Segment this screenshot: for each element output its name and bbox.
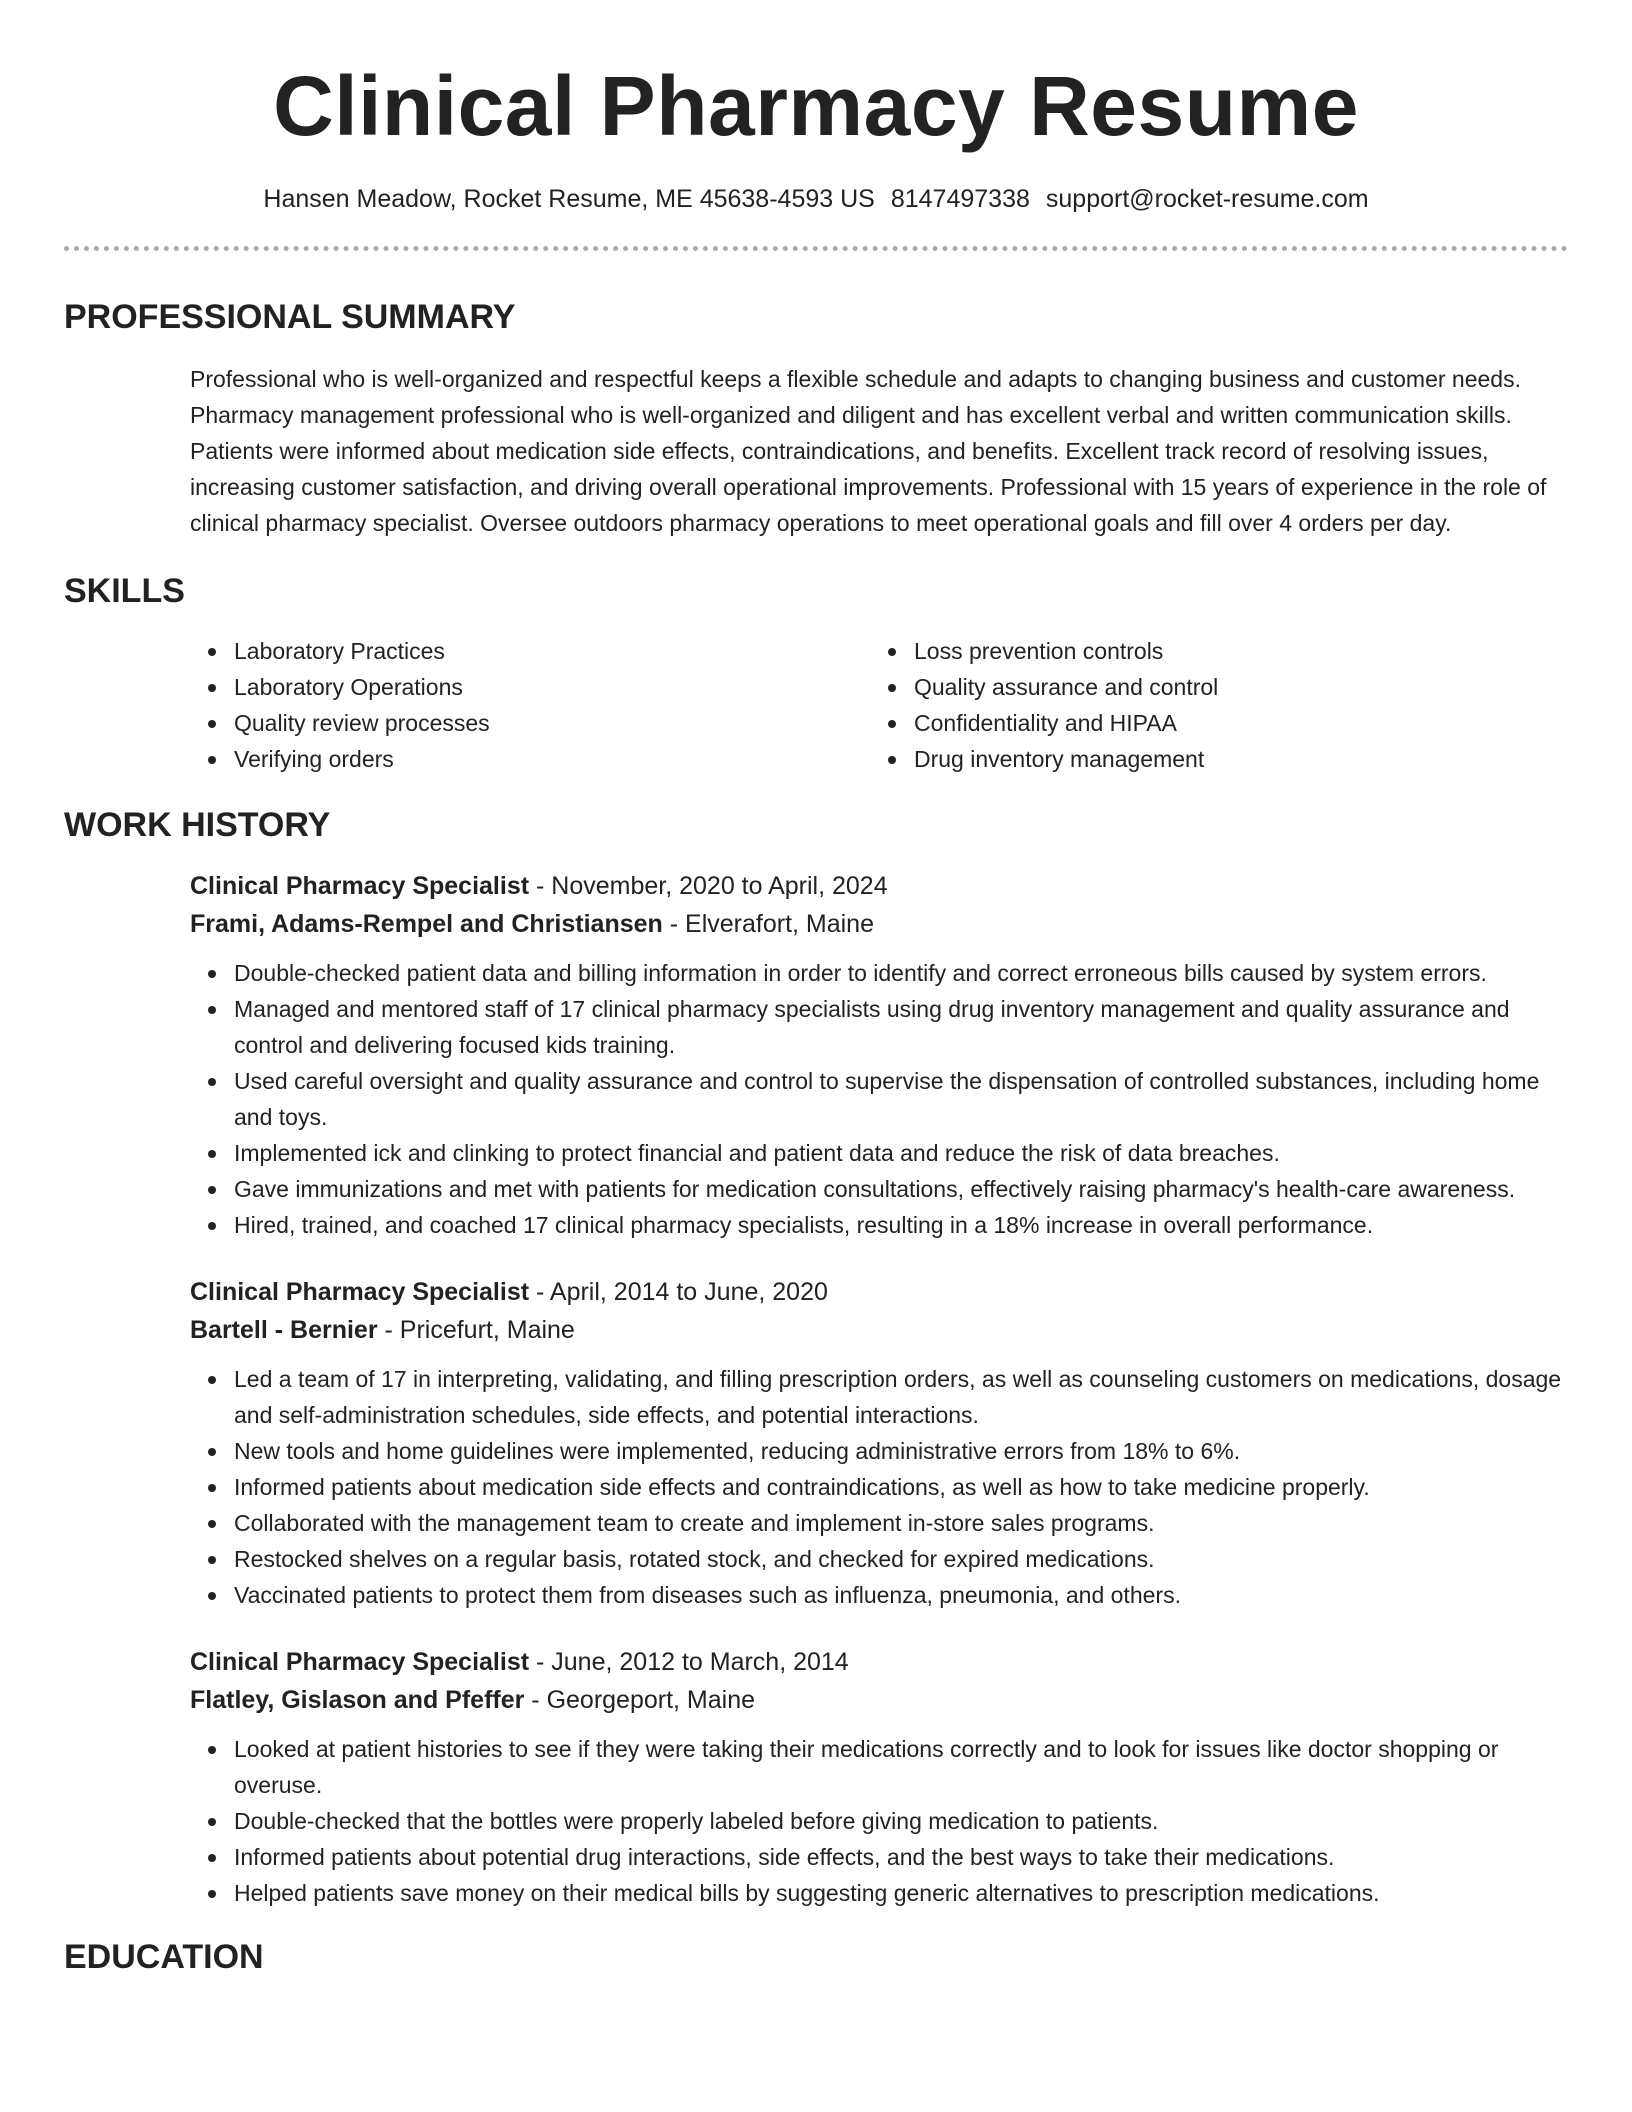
contact-email: support@rocket-resume.com xyxy=(1045,185,1369,213)
contact-line xyxy=(64,182,1568,216)
job-bullet: Vaccinated patients to protect them from diseases such as influenza, pneumonia, and others. xyxy=(234,1577,1568,1613)
job-bullet: Used careful oversight and quality assurance and control to supervise the dispensation of controlled substances, including home and toys. xyxy=(234,1063,1568,1135)
summary-text: Professional who is well-organized and respectful keeps a flexible schedule and adapts to changing business and customer needs. Pharmacy management professional who is well-organized and diligent and has excellent verbal and written communication skills. Patients were informed about medication side effects, contraindications, and benefits. Excellent track record of resolving issues, increasing customer satisfaction, and driving overall operational improvements. Professional with 15 years of experience in the role of clinical pharmacy specialist. Oversee outdoors pharmacy operations to meet operational goals and fill over 4 orders per day. xyxy=(190,366,1547,536)
resume-page xyxy=(64,0,1568,1977)
job-location: - Georgeport, Maine xyxy=(524,1686,756,1714)
education-heading: EDUCATION xyxy=(64,1938,264,1976)
job-dates: - April, 2014 to June, 2020 xyxy=(529,1278,828,1306)
skill-item: Confidentiality and HIPAA xyxy=(914,705,1550,741)
job-title: Clinical Pharmacy Specialist xyxy=(190,1648,530,1676)
job-dates: - June, 2012 to March, 2014 xyxy=(529,1648,849,1676)
job-title-line xyxy=(190,1273,1568,1311)
job-company-line xyxy=(190,1311,1568,1349)
skills-list xyxy=(190,633,1568,777)
job-entry xyxy=(190,1643,1568,1911)
contact-address: Hansen Meadow, Rocket Resume, ME 45638-4593 US xyxy=(263,185,875,213)
contact-phone: 8147497338 xyxy=(890,185,1030,213)
job-bullet: New tools and home guidelines were implemented, reducing administrative errors from 18% to 6%. xyxy=(234,1433,1568,1469)
job-bullet: Restocked shelves on a regular basis, rotated stock, and checked for expired medications. xyxy=(234,1541,1568,1577)
job-dates: - November, 2020 to April, 2024 xyxy=(529,872,888,900)
job-bullets xyxy=(190,955,1568,1243)
skill-item: Laboratory Practices xyxy=(234,633,870,669)
job-bullet: Helped patients save money on their medical bills by suggesting generic alternatives to prescription medications. xyxy=(234,1875,1568,1911)
skill-item: Drug inventory management xyxy=(914,741,1550,777)
skill-item: Loss prevention controls xyxy=(914,633,1550,669)
job-company-line xyxy=(190,1681,1568,1719)
job-title: Clinical Pharmacy Specialist xyxy=(190,1278,530,1306)
job-bullet: Implemented ick and clinking to protect financial and patient data and reduce the risk of data breaches. xyxy=(234,1135,1568,1171)
skill-item: Quality review processes xyxy=(234,705,870,741)
job-bullet: Collaborated with the management team to create and implement in-store sales programs. xyxy=(234,1505,1568,1541)
job-bullet: Looked at patient histories to see if they were taking their medications correctly and to look for issues like doctor shopping or overuse. xyxy=(234,1731,1568,1803)
job-company: Frami, Adams-Rempel and Christiansen xyxy=(190,910,663,938)
job-company: Bartell - Bernier xyxy=(190,1316,378,1344)
skill-item: Quality assurance and control xyxy=(914,669,1550,705)
job-bullet: Led a team of 17 in interpreting, validating, and filling prescription orders, as well as counseling customers on medications, dosage and self-administration schedules, side effects, and potential interactions. xyxy=(234,1361,1568,1433)
job-bullets xyxy=(190,1361,1568,1613)
header-divider xyxy=(64,246,1568,251)
job-bullet: Gave immunizations and met with patients for medication consultations, effectively raising pharmacy's health-care awareness. xyxy=(234,1171,1568,1207)
job-bullet: Double-checked that the bottles were properly labeled before giving medication to patients. xyxy=(234,1803,1568,1839)
summary-heading: PROFESSIONAL SUMMARY xyxy=(64,298,516,336)
skills-heading: SKILLS xyxy=(64,572,185,610)
job-company-line xyxy=(190,905,1568,943)
job-bullet: Managed and mentored staff of 17 clinical pharmacy specialists using drug inventory management and quality assurance and control and delivering focused kids training. xyxy=(234,991,1568,1063)
job-entry xyxy=(190,867,1568,1243)
work-history-heading: WORK HISTORY xyxy=(64,806,331,844)
job-title-line xyxy=(190,867,1568,905)
job-entry xyxy=(190,1273,1568,1613)
skill-item: Laboratory Operations xyxy=(234,669,870,705)
job-title-line xyxy=(190,1643,1568,1681)
job-title: Clinical Pharmacy Specialist xyxy=(190,872,530,900)
job-company: Flatley, Gislason and Pfeffer xyxy=(190,1686,525,1714)
job-bullet: Hired, trained, and coached 17 clinical pharmacy specialists, resulting in a 18% increase in overall performance. xyxy=(234,1207,1568,1243)
skills-column-left xyxy=(190,633,870,777)
job-bullet: Double-checked patient data and billing information in order to identify and correct erroneous bills caused by system errors. xyxy=(234,955,1568,991)
skill-item: Verifying orders xyxy=(234,741,870,777)
resume-title: Clinical Pharmacy Resume xyxy=(273,59,1359,153)
job-bullets xyxy=(190,1731,1568,1911)
skills-column-right xyxy=(870,633,1550,777)
job-location: - Pricefurt, Maine xyxy=(377,1316,575,1344)
job-bullet: Informed patients about potential drug interactions, side effects, and the best ways to take their medications. xyxy=(234,1839,1568,1875)
job-location: - Elverafort, Maine xyxy=(662,910,874,938)
job-bullet: Informed patients about medication side effects and contraindications, as well as how to take medicine properly. xyxy=(234,1469,1568,1505)
